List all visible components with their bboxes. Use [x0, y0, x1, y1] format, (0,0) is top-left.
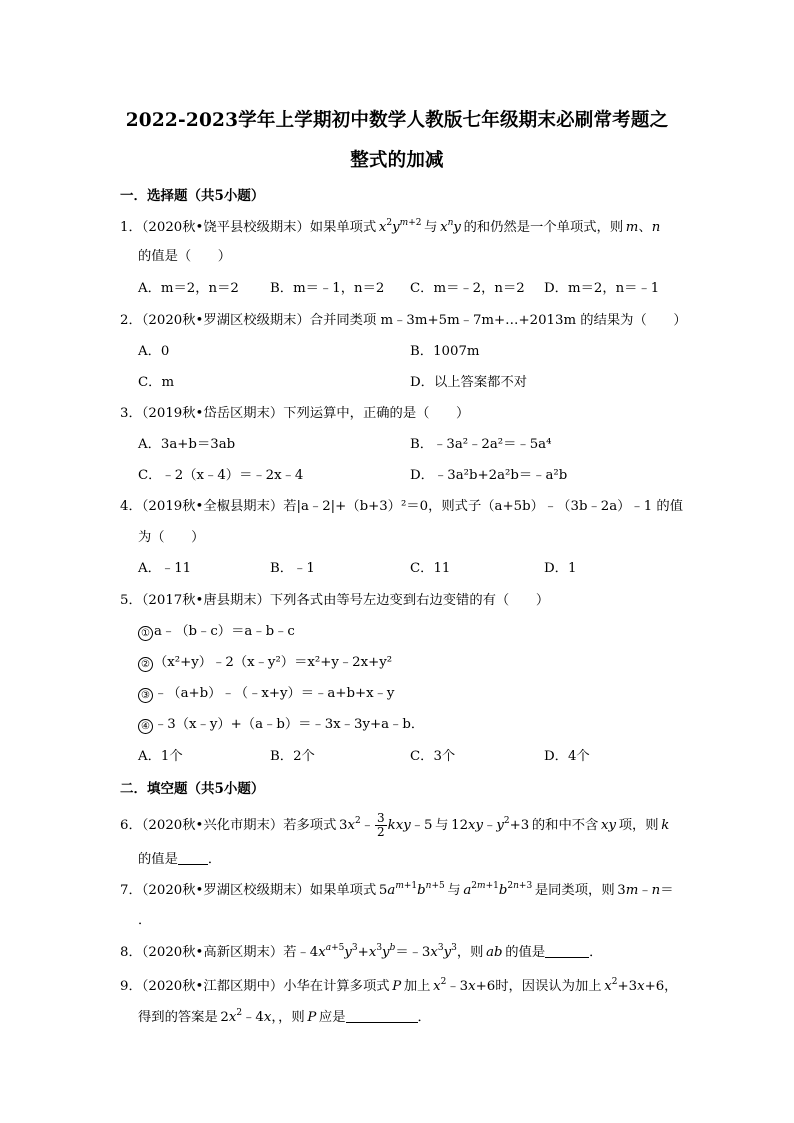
section-heading-choice: 一．选择题（共5小题） [120, 188, 265, 204]
q4-option-a[interactable]: A．﹣11 [138, 561, 192, 576]
question-7: 7．（2020秋•罗湖区校级期末）如果单项式 $5a^{m+1}b^{n+5}$ 与 $a^{2m+1}b^{2n+3}$ 是同类项，则 3m﹣n＝ [120, 881, 674, 898]
fraction: $\frac{3}{2}$ [377, 811, 385, 839]
q3-option-d[interactable]: D．﹣3a²b+2a²b＝﹣a²b [410, 468, 568, 483]
q4-option-c[interactable]: C．11 [410, 561, 451, 576]
q2-option-b[interactable]: B．1007m [410, 344, 480, 359]
question-2: 2．（2020秋•罗湖区校级期末）合并同类项 m﹣3m+5m﹣7m+…+2013m 的结果为（ ） [120, 313, 687, 328]
document-title-line2: 整式的加减 [350, 150, 444, 171]
question-5: 5．（2017秋•唐县期末）下列各式由等号左边变到右边变错的有（ ） [120, 593, 550, 608]
q5-item-4: ④ ﹣3（x﹣y）+（a﹣b）＝﹣3x﹣3y+a﹣b． [138, 715, 424, 735]
q1-option-d[interactable]: D．m＝2，n＝﹣1 [544, 281, 660, 296]
q4-option-b[interactable]: B．﹣1 [270, 561, 315, 576]
q5-option-c[interactable]: C．3个 [410, 749, 456, 764]
q1-option-b[interactable]: B．m＝﹣1，n＝2 [270, 281, 385, 296]
question-7-cont: ． [138, 913, 152, 928]
answer-blank[interactable] [545, 943, 589, 958]
q5-option-d[interactable]: D．4个 [544, 749, 590, 764]
q3-option-b[interactable]: B．﹣3a²﹣2a²＝﹣5a⁴ [410, 437, 552, 452]
q2-option-d[interactable]: D．以上答案都不对 [410, 375, 528, 390]
question-3: 3．（2019秋•岱岳区期末）下列运算中，正确的是（ ） [120, 406, 470, 421]
q2-option-a[interactable]: A．0 [138, 344, 170, 359]
q5-item-1: ① a﹣（b﹣c）＝a﹣b﹣c [138, 622, 295, 642]
question-1-cont: 的值是（ ） [138, 249, 232, 264]
answer-blank[interactable] [178, 850, 208, 865]
question-4-cont: 为（ ） [138, 530, 205, 545]
question-9-cont: 得到的答案是 $2x^2﹣4x$，，则 P 应是 ． [138, 1008, 431, 1025]
q4-option-d[interactable]: D．1 [544, 561, 577, 576]
q3-option-c[interactable]: C．﹣2（x﹣4）＝﹣2x﹣4 [138, 468, 304, 483]
question-6-cont: 的值是 ． [138, 852, 222, 867]
question-1: 1．（2020秋•饶平县校级期末）如果单项式 $x^2y^{m+2}$ 与 $x^ny$ 的和仍然是一个单项式，则 m、n [120, 218, 661, 235]
q5-item-3: ③ ﹣（a+b）﹣（﹣x+y）＝﹣a+b+x﹣y [138, 684, 394, 704]
q1-option-c[interactable]: C．m＝﹣2，n＝2 [410, 281, 525, 296]
section-heading-fill: 二．填空题（共5小题） [120, 781, 265, 797]
q2-option-c[interactable]: C．m [138, 375, 175, 390]
question-8: 8．（2020秋•高新区期末）若$﹣4x^{a+5}y^3+x^3y^b=﹣3x^3y^3$，则 ab 的值是 ． [120, 943, 603, 960]
document-title-line1: 2022-2023学年上学期初中数学人教版七年级期末必刷常考题之 [125, 110, 669, 131]
q1-option-a[interactable]: A．m＝2，n＝2 [138, 281, 239, 296]
q3-option-a[interactable]: A．3a+b＝3ab [138, 437, 236, 452]
q5-option-b[interactable]: B．2个 [270, 749, 315, 764]
q5-item-2: ② （x²+y）﹣2（x﹣y²）＝x²+y﹣2x+y² [138, 653, 392, 673]
answer-blank[interactable] [346, 1008, 418, 1023]
question-9: 9．（2020秋•江都区期中）小华在计算多项式 P 加上 $x^2﹣3x+6$时，因误认为加上 $x^2+3x+6$， [120, 977, 678, 994]
question-6: 6．（2020秋•兴化市期末）若多项式 $3x^2﹣$ $\frac{3}{2}$ kxy﹣5 与 $12xy﹣y^2+3$ 的和中不含 xy 项，则 k [120, 811, 670, 839]
question-4: 4．（2019秋•全椒县期末）若|a﹣2|+（b+3）²＝0，则式子（a+5b）﹣（3b﹣2a）﹣1 的值 [120, 499, 684, 514]
q5-option-a[interactable]: A．1个 [138, 749, 183, 764]
